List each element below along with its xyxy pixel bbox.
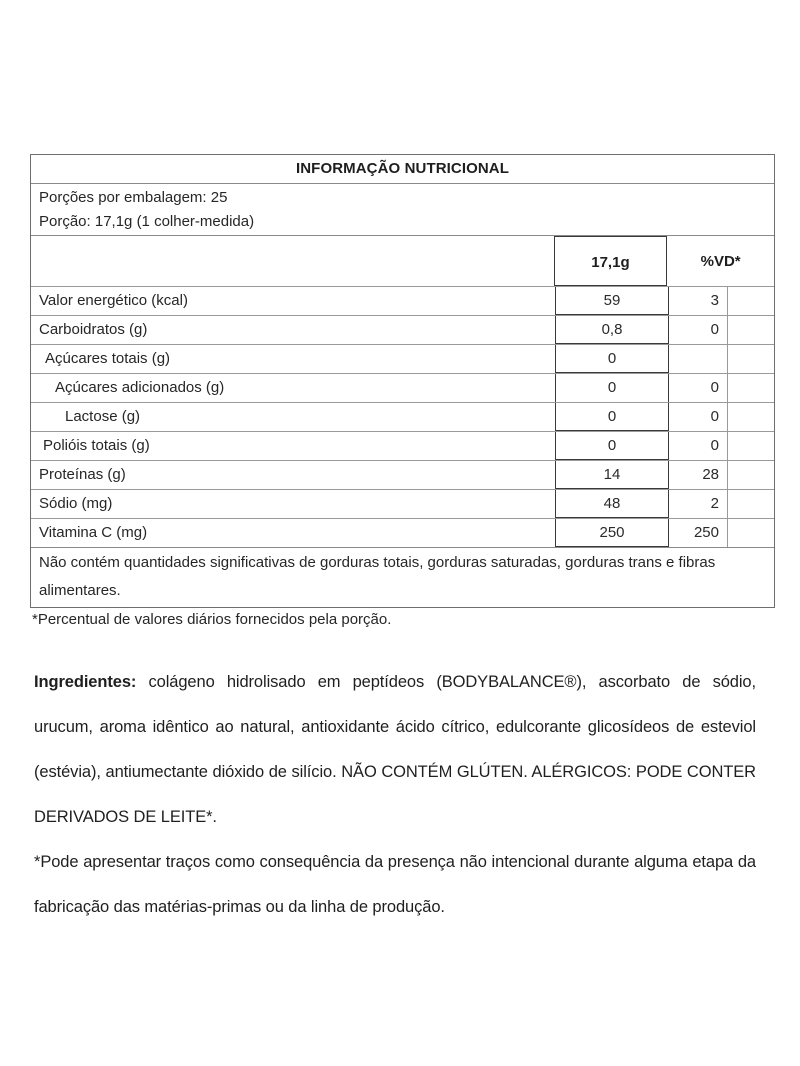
nutrient-grid	[31, 236, 774, 548]
header-empty-cell	[31, 236, 554, 286]
table-row	[31, 374, 774, 403]
nutrient-dv: 0	[710, 379, 719, 396]
nutrient-dv: 0	[710, 321, 719, 338]
nutrient-label: Lactose (g)	[65, 408, 141, 425]
column-header-daily-value: %VD*	[700, 253, 741, 270]
nutrient-label: Polióis totais (g)	[43, 437, 150, 454]
nutrient-quantity: 0	[555, 374, 669, 402]
empty-cell	[727, 403, 774, 431]
nutrient-quantity: 48	[555, 490, 669, 518]
nutrient-quantity: 250	[555, 519, 669, 547]
nutrient-label: Carboidratos (g)	[39, 321, 148, 338]
insignificant-nutrients-note: Não contém quantidades significativas de gorduras totais, gorduras saturadas, gorduras trans e fibras alimentares.	[39, 554, 716, 599]
empty-cell	[727, 461, 774, 489]
daily-value-footnote: *Percentual de valores diários fornecidos pela porção.	[32, 611, 392, 628]
ingredients-text: colágeno hidrolisado em peptídeos (BODYBALANCE®), ascorbato de sódio, urucum, aroma idêntico ao natural, antioxidante ácido cítrico, edulcorante glicosídeos de esteviol (estévia), antiumectante dióxido de silício. NÃO CONTÉM GLÚTEN. ALÉRGICOS: PODE CONTER DERIVADOS DE LEITE*.	[34, 673, 756, 826]
nutrient-label: Açúcares totais (g)	[45, 350, 171, 367]
empty-cell	[727, 345, 774, 373]
empty-cell	[727, 490, 774, 518]
empty-cell	[727, 316, 774, 344]
empty-cell	[727, 287, 774, 315]
nutrient-quantity: 0	[555, 432, 669, 460]
empty-cell	[727, 432, 774, 460]
nutrient-dv: 250	[693, 524, 719, 541]
table-row	[31, 316, 774, 345]
nutrient-quantity: 0,8	[555, 316, 669, 344]
nutrient-quantity: 0	[555, 403, 669, 431]
nutrient-dv	[669, 345, 727, 373]
nutrient-label: Valor energético (kcal)	[39, 292, 188, 309]
table-row	[31, 403, 774, 432]
serving-size: Porção: 17,1g (1 colher-medida)	[39, 213, 255, 230]
column-header-quantity: 17,1g	[554, 236, 668, 286]
table-row	[31, 287, 774, 316]
nutrient-quantity: 0	[555, 345, 669, 373]
nutrient-dv: 2	[710, 495, 719, 512]
empty-cell	[727, 519, 774, 547]
trace-note: *Pode apresentar traços como consequência da presença não intencional durante alguma etapa da fabricação das matérias-primas ou da linha de produção.	[34, 853, 756, 916]
ingredients-label: Ingredientes:	[34, 673, 137, 691]
nutrient-label: Açúcares adicionados (g)	[55, 379, 225, 396]
nutrient-dv: 0	[710, 437, 719, 454]
empty-cell	[727, 374, 774, 402]
nutrient-quantity: 14	[555, 461, 669, 489]
nutrient-dv: 3	[710, 292, 719, 309]
nutrient-quantity: 59	[555, 287, 669, 315]
column-header-row	[31, 236, 774, 287]
table-row	[31, 432, 774, 461]
nutrition-facts-table	[30, 154, 775, 608]
servings-per-package: Porções por embalagem: 25	[39, 189, 228, 206]
nutrient-label: Sódio (mg)	[39, 495, 113, 512]
nutrient-dv: 28	[702, 466, 719, 483]
portion-info	[31, 184, 774, 236]
ingredients-section	[34, 660, 756, 930]
table-title: INFORMAÇÃO NUTRICIONAL	[31, 155, 774, 184]
table-row	[31, 345, 774, 374]
ingredients-paragraph	[34, 660, 756, 840]
nutrient-label: Proteínas (g)	[39, 466, 126, 483]
table-row	[31, 490, 774, 519]
table-row	[31, 461, 774, 490]
nutrient-dv: 0	[710, 408, 719, 425]
nutrient-label: Vitamina C (mg)	[39, 524, 148, 541]
table-row	[31, 519, 774, 548]
